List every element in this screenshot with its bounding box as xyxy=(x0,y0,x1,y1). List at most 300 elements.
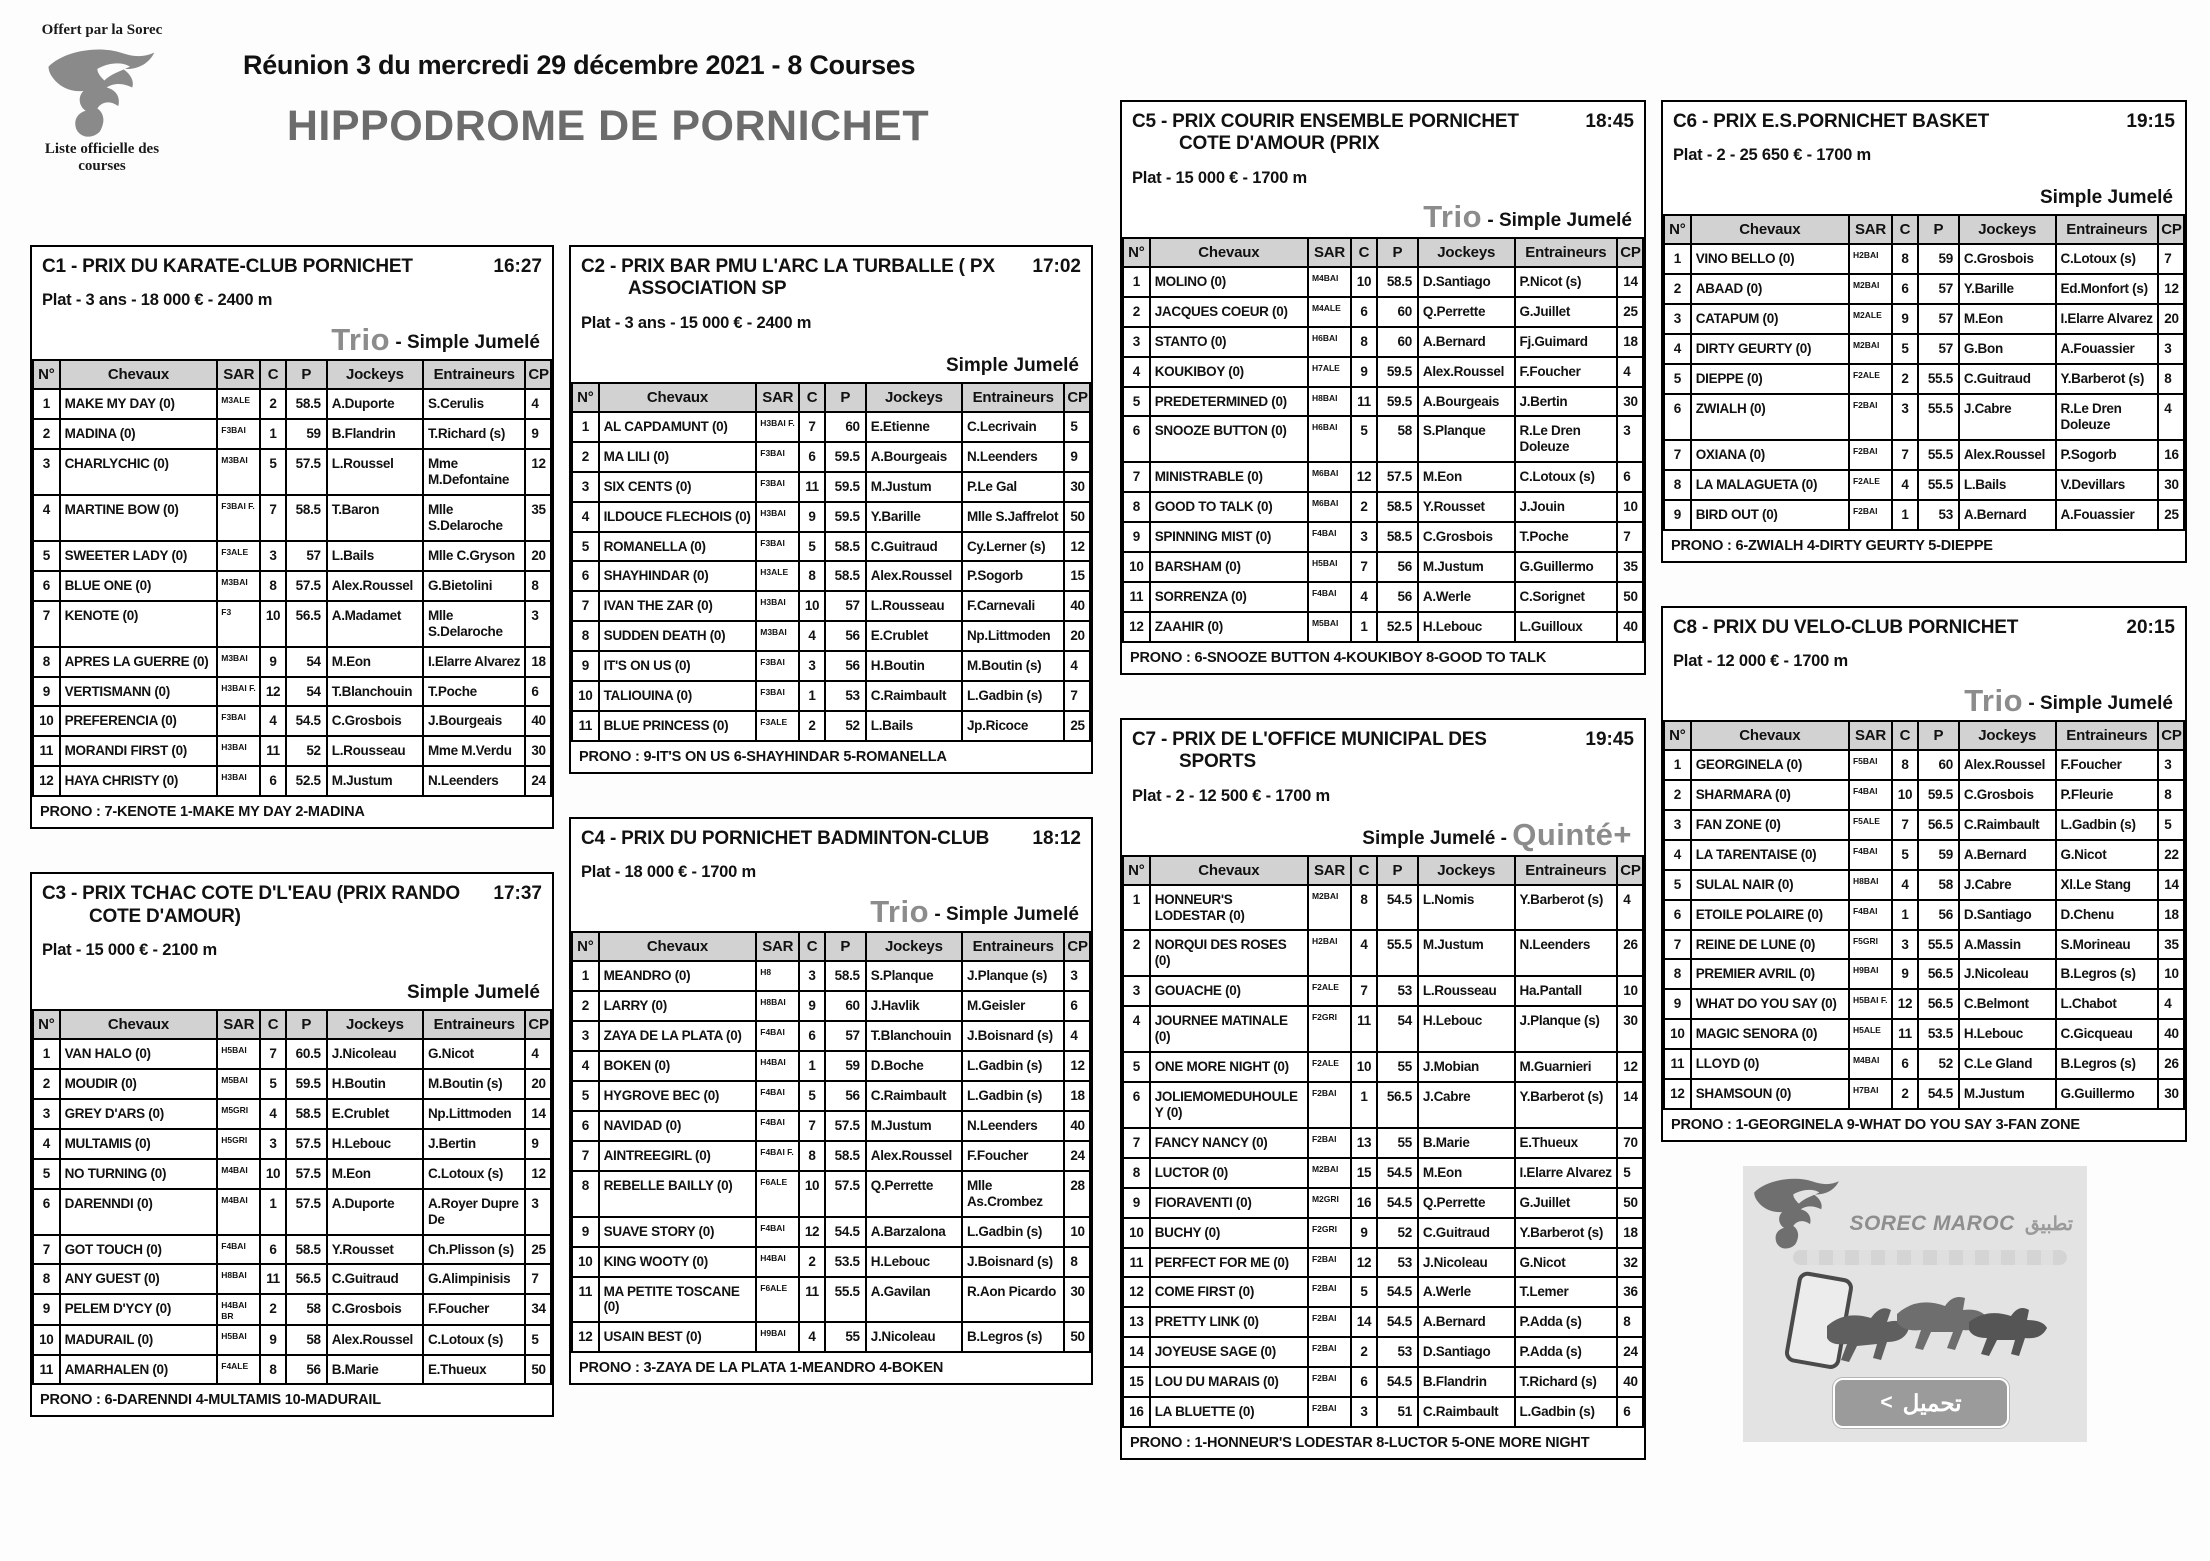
cell-num: 1 xyxy=(1664,244,1691,274)
cell-p: 51 xyxy=(1377,1397,1418,1427)
cell-jockey: H.Boutin xyxy=(866,651,962,681)
cell-sar: F4BAI xyxy=(217,1235,260,1265)
cell-cp: 6 xyxy=(1064,991,1090,1021)
cell-p: 56.5 xyxy=(1377,1082,1418,1128)
bet-label: Trio xyxy=(1423,199,1483,235)
column-header-sar: SAR xyxy=(1308,856,1351,885)
cell-p: 54.5 xyxy=(286,706,327,736)
runner-row xyxy=(572,561,1090,591)
cell-c: 3 xyxy=(1892,394,1918,440)
runner-row xyxy=(1123,612,1643,642)
cell-num: 6 xyxy=(33,1189,60,1235)
cell-c: 10 xyxy=(1351,1052,1377,1082)
cell-sar: F4BAI xyxy=(1849,840,1892,870)
column-header-c: C xyxy=(1351,856,1377,885)
cell-cp: 8 xyxy=(1617,1307,1643,1337)
cell-cp: 7 xyxy=(2158,244,2184,274)
cell-horse: LUCTOR (0) xyxy=(1150,1158,1308,1188)
column-header-c: C xyxy=(799,383,825,412)
cell-num: 2 xyxy=(1123,297,1150,327)
cell-cp: 22 xyxy=(2158,840,2184,870)
runner-row xyxy=(1664,900,2184,930)
cell-c: 10 xyxy=(799,591,825,621)
runner-row xyxy=(1664,840,2184,870)
cell-p: 59.5 xyxy=(825,472,866,502)
cell-p: 59 xyxy=(825,1051,866,1081)
cell-c: 11 xyxy=(1351,387,1377,417)
cell-c: 4 xyxy=(260,1099,286,1129)
bet-separator: - xyxy=(1495,827,1513,849)
runner-row xyxy=(33,449,551,495)
column-header-num: N° xyxy=(572,383,599,412)
cell-horse: BOKEN (0) xyxy=(599,1051,757,1081)
cell-num: 9 xyxy=(1123,522,1150,552)
race-time: 18:12 xyxy=(1032,827,1081,849)
cell-num: 9 xyxy=(572,651,599,681)
cell-num: 6 xyxy=(1123,416,1150,462)
cell-num: 1 xyxy=(33,1039,60,1069)
cell-jockey: J.Cabre xyxy=(1959,870,2056,900)
cell-sar: H3BAI F. xyxy=(217,677,260,707)
cell-c: 1 xyxy=(799,1051,825,1081)
cell-num: 6 xyxy=(572,1111,599,1141)
cell-c: 12 xyxy=(260,677,286,707)
cell-sar: H4BAI BR xyxy=(217,1294,260,1324)
cell-p: 54.5 xyxy=(1377,885,1418,931)
cell-c: 5 xyxy=(260,1069,286,1099)
cell-jockey: J.Nicoleau xyxy=(327,1039,423,1069)
cell-c: 9 xyxy=(260,1325,286,1355)
cell-p: 52.5 xyxy=(286,766,327,796)
column-header-jockey: Jockeys xyxy=(327,1010,423,1039)
cell-horse: MINISTRABLE (0) xyxy=(1150,462,1308,492)
cell-num: 10 xyxy=(33,706,60,736)
cell-cp: 25 xyxy=(525,1235,551,1265)
column-header-num: N° xyxy=(572,932,599,961)
bet-label: Simple Jumelé xyxy=(406,332,540,354)
race-conditions: Plat - 12 000 € - 1700 m xyxy=(1673,652,1848,671)
runners-table xyxy=(1122,237,1644,643)
runner-row xyxy=(1123,930,1643,976)
cell-horse: NO TURNING (0) xyxy=(60,1159,218,1189)
cell-cp: 28 xyxy=(1064,1171,1090,1217)
column-header-horse: Chevaux xyxy=(60,1010,218,1039)
cell-cp: 8 xyxy=(1064,1247,1090,1277)
cell-num: 5 xyxy=(1123,1052,1150,1082)
column-header-horse: Chevaux xyxy=(1150,238,1308,267)
cell-p: 59.5 xyxy=(1377,357,1418,387)
runner-row xyxy=(1123,1277,1643,1307)
cell-sar: F3 xyxy=(217,601,260,647)
cell-jockey: Y.Barille xyxy=(1959,274,2056,304)
cell-trainer: C.Lotoux (s) xyxy=(423,1325,525,1355)
cell-jockey: C.Raimbault xyxy=(866,1081,962,1111)
cell-num: 3 xyxy=(1664,810,1691,840)
cell-trainer: N.Leenders xyxy=(962,442,1064,472)
cell-cp: 9 xyxy=(525,1129,551,1159)
column-header-cp: CP xyxy=(525,1010,551,1039)
cell-jockey: T.Blanchouin xyxy=(327,677,423,707)
cell-cp: 12 xyxy=(1064,1051,1090,1081)
column-header-sar: SAR xyxy=(756,383,799,412)
runner-row xyxy=(33,1294,551,1324)
cell-c: 8 xyxy=(1892,244,1918,274)
cell-c: 7 xyxy=(1892,440,1918,470)
cell-c: 3 xyxy=(1351,1397,1377,1427)
cell-p: 54.5 xyxy=(1377,1367,1418,1397)
cell-jockey: A.Barzalona xyxy=(866,1217,962,1247)
cell-num: 8 xyxy=(33,647,60,677)
column-header-horse: Chevaux xyxy=(1691,215,1849,244)
race-time: 16:27 xyxy=(493,256,542,277)
race-bet-types xyxy=(1663,165,2185,214)
table-header-row xyxy=(1664,721,2184,750)
cell-jockey: C.Raimbault xyxy=(1418,1397,1515,1427)
cell-sar: M3ALE xyxy=(217,389,260,419)
cell-cp: 50 xyxy=(1617,1188,1643,1218)
cell-c: 5 xyxy=(799,1081,825,1111)
runner-row xyxy=(572,412,1090,442)
cell-jockey: T.Blanchouin xyxy=(866,1021,962,1051)
runner-row xyxy=(572,711,1090,741)
cell-c: 4 xyxy=(1351,582,1377,612)
cell-trainer: F.Carnevali xyxy=(962,591,1064,621)
cell-cp: 5 xyxy=(2158,810,2184,840)
column-1 xyxy=(30,245,554,1417)
cell-cp: 4 xyxy=(1064,651,1090,681)
cell-sar: M2BAI xyxy=(1308,1158,1351,1188)
cell-horse: SHAMSOUN (0) xyxy=(1691,1079,1849,1109)
cell-trainer: Y.Barberot (s) xyxy=(1515,1218,1618,1248)
runner-row xyxy=(572,1081,1090,1111)
column-header-jockey: Jockeys xyxy=(1418,856,1515,885)
cell-num: 11 xyxy=(572,711,599,741)
cell-jockey: A.Duporte xyxy=(327,389,423,419)
runner-row xyxy=(1123,1128,1643,1158)
runner-row xyxy=(1664,394,2184,440)
cell-horse: LA TARENTAISE (0) xyxy=(1691,840,1849,870)
cell-horse: OXIANA (0) xyxy=(1691,440,1849,470)
cell-jockey: M.Eon xyxy=(1418,462,1515,492)
cell-trainer: Xl.Le Stang xyxy=(2056,870,2159,900)
cell-p: 53 xyxy=(1377,1337,1418,1367)
runner-row xyxy=(1123,1082,1643,1128)
cell-num: 3 xyxy=(1664,304,1691,334)
race-title: C4 - PRIX DU PORNICHET BADMINTON-CLUB xyxy=(581,827,990,849)
cell-sar: F4BAI xyxy=(756,1217,799,1247)
runner-row xyxy=(1123,357,1643,387)
cell-sar: M2BAI xyxy=(1849,274,1892,304)
cell-trainer: Y.Barberot (s) xyxy=(1515,1082,1618,1128)
cell-p: 58.5 xyxy=(825,1141,866,1171)
cell-jockey: A.Bernard xyxy=(1418,327,1515,357)
cell-jockey: B.Flandrin xyxy=(1418,1367,1515,1397)
cell-p: 58 xyxy=(286,1294,327,1324)
cell-num: 3 xyxy=(572,1021,599,1051)
cell-num: 9 xyxy=(1664,500,1691,530)
cell-trainer: G.Guillermo xyxy=(2056,1079,2159,1109)
cell-num: 4 xyxy=(1123,357,1150,387)
cell-sar: H3BAI xyxy=(217,766,260,796)
cell-c: 11 xyxy=(799,472,825,502)
cell-horse: LOU DU MARAIS (0) xyxy=(1150,1367,1308,1397)
cell-c: 9 xyxy=(799,991,825,1021)
cell-c: 5 xyxy=(1351,416,1377,462)
cell-p: 53 xyxy=(825,681,866,711)
cell-num: 6 xyxy=(33,571,60,601)
ad-top-row xyxy=(1743,1212,2073,1236)
cell-cp: 26 xyxy=(1617,930,1643,976)
cell-c: 8 xyxy=(1892,750,1918,780)
cell-sar: M5GRI xyxy=(217,1099,260,1129)
cell-c: 3 xyxy=(1892,930,1918,960)
cell-p: 59 xyxy=(286,419,327,449)
cell-num: 11 xyxy=(33,736,60,766)
cell-p: 59 xyxy=(1918,840,1959,870)
column-header-cp: CP xyxy=(525,360,551,389)
cell-num: 3 xyxy=(33,1099,60,1129)
cell-cp: 40 xyxy=(2158,1019,2184,1049)
cell-p: 54.5 xyxy=(1918,1079,1959,1109)
cell-cp: 18 xyxy=(2158,900,2184,930)
cell-cp: 35 xyxy=(1617,552,1643,582)
cell-p: 58 xyxy=(286,1325,327,1355)
cell-sar: F4BAI xyxy=(1308,582,1351,612)
cell-trainer: P.Sogorb xyxy=(2056,440,2159,470)
cell-trainer: J.Planque (s) xyxy=(1515,1006,1618,1052)
cell-cp: 7 xyxy=(1064,681,1090,711)
cell-trainer: T.Lemer xyxy=(1515,1277,1618,1307)
cell-horse: GOOD TO TALK (0) xyxy=(1150,492,1308,522)
cell-p: 53 xyxy=(1918,500,1959,530)
prono-line: PRONO : 9-IT'S ON US 6-SHAYHINDAR 5-ROMANELLA xyxy=(579,748,947,765)
cell-horse: GREY D'ARS (0) xyxy=(60,1099,218,1129)
cell-jockey: L.Roussel xyxy=(327,449,423,495)
cell-c: 10 xyxy=(1351,267,1377,297)
cell-trainer: I.Elarre Alvarez xyxy=(1515,1158,1618,1188)
column-header-num: N° xyxy=(1664,721,1691,750)
cell-trainer: L.Gadbin (s) xyxy=(962,1051,1064,1081)
cell-num: 13 xyxy=(1123,1307,1150,1337)
cell-horse: NAVIDAD (0) xyxy=(599,1111,757,1141)
cell-cp: 30 xyxy=(2158,1079,2184,1109)
cell-sar: F3BAI xyxy=(756,681,799,711)
cell-horse: HONNEUR'S LODESTAR (0) xyxy=(1150,885,1308,931)
cell-cp: 14 xyxy=(525,1099,551,1129)
cell-jockey: Alex.Roussel xyxy=(327,1325,423,1355)
runners-table xyxy=(32,359,552,797)
cell-sar: F2BAI xyxy=(1308,1277,1351,1307)
cell-jockey: L.Rousseau xyxy=(327,736,423,766)
cell-trainer: Np.Littmoden xyxy=(962,621,1064,651)
cell-p: 57 xyxy=(825,591,866,621)
cell-horse: REBELLE BAILLY (0) xyxy=(599,1171,757,1217)
page-title: Réunion 3 du mercredi 29 décembre 2021 - 8 Courses xyxy=(243,50,916,80)
cell-cp: 70 xyxy=(1617,1128,1643,1158)
cell-cp: 30 xyxy=(1617,1006,1643,1052)
race-bet-types xyxy=(1122,806,1644,855)
race-C6 xyxy=(1661,100,2187,563)
cell-sar: F6ALE xyxy=(756,1171,799,1217)
sorec-app-ad[interactable] xyxy=(1743,1166,2087,1442)
cell-sar: F2ALE xyxy=(1849,470,1892,500)
cell-num: 7 xyxy=(1664,440,1691,470)
cell-trainer: C.Sorignet xyxy=(1515,582,1618,612)
cell-horse: MEANDRO (0) xyxy=(599,961,757,991)
runner-row xyxy=(33,419,551,449)
column-header-cp: CP xyxy=(1617,238,1643,267)
cell-p: 55.5 xyxy=(1918,930,1959,960)
cell-trainer: L.Gadbin (s) xyxy=(962,1217,1064,1247)
cell-cp: 14 xyxy=(1617,267,1643,297)
cell-jockey: Y.Barille xyxy=(866,502,962,532)
runner-row xyxy=(1664,304,2184,334)
cell-cp: 40 xyxy=(1064,591,1090,621)
cell-trainer: A.Royer Dupre De xyxy=(423,1189,525,1235)
cell-horse: MOUDIR (0) xyxy=(60,1069,218,1099)
prono-line: PRONO : 6-DARENNDI 4-MULTAMIS 10-MADURAIL xyxy=(40,1392,381,1409)
cell-c: 5 xyxy=(799,532,825,562)
cell-horse: MORANDI FIRST (0) xyxy=(60,736,218,766)
cell-cp: 4 xyxy=(525,1039,551,1069)
cell-p: 59.5 xyxy=(825,502,866,532)
cell-p: 56.5 xyxy=(1918,989,1959,1019)
cell-p: 54 xyxy=(1377,1006,1418,1052)
cell-num: 6 xyxy=(572,561,599,591)
cell-trainer: G.Alimpinisis xyxy=(423,1264,525,1294)
cell-horse: MA LILI (0) xyxy=(599,442,757,472)
cell-sar: F2BAI xyxy=(1308,1128,1351,1158)
cell-cp: 15 xyxy=(1064,561,1090,591)
column-header-sar: SAR xyxy=(217,360,260,389)
cell-num: 7 xyxy=(572,1141,599,1171)
cell-horse: SUDDEN DEATH (0) xyxy=(599,621,757,651)
cell-p: 52 xyxy=(1377,1218,1418,1248)
cell-num: 8 xyxy=(1123,1158,1150,1188)
cell-horse: TALIOUINA (0) xyxy=(599,681,757,711)
column-header-c: C xyxy=(1351,238,1377,267)
race-bet-types xyxy=(1122,188,1644,237)
cell-sar: F3BAI xyxy=(756,532,799,562)
cell-horse: MA PETITE TOSCANE (0) xyxy=(599,1277,757,1323)
cell-trainer: F.Foucher xyxy=(423,1294,525,1324)
race-header xyxy=(1122,720,1644,774)
cell-jockey: A.Werle xyxy=(1418,582,1515,612)
cell-sar: F3BAI xyxy=(756,472,799,502)
cell-trainer: M.Boutin (s) xyxy=(962,651,1064,681)
runner-row xyxy=(1123,1218,1643,1248)
cell-cp: 4 xyxy=(2158,394,2184,440)
cell-p: 57 xyxy=(1918,274,1959,304)
cell-c: 1 xyxy=(1892,900,1918,930)
cell-num: 10 xyxy=(1123,552,1150,582)
cell-horse: FAN ZONE (0) xyxy=(1691,810,1849,840)
cell-c: 1 xyxy=(260,419,286,449)
race-header xyxy=(571,819,1091,850)
race-conditions: Plat - 15 000 € - 1700 m xyxy=(1132,168,1307,187)
cell-horse: GOT TOUCH (0) xyxy=(60,1235,218,1265)
cell-jockey: C.Grosbois xyxy=(1418,522,1515,552)
cell-jockey: J.Cabre xyxy=(1418,1082,1515,1128)
cell-p: 57.5 xyxy=(286,1189,327,1235)
cell-jockey: J.Nicoleau xyxy=(1418,1248,1515,1278)
cell-trainer: Ch.Plisson (s) xyxy=(423,1235,525,1265)
cell-num: 1 xyxy=(1123,885,1150,931)
cell-jockey: H.Boutin xyxy=(327,1069,423,1099)
runner-row xyxy=(1664,364,2184,394)
column-header-horse: Chevaux xyxy=(1691,721,1849,750)
bet-label: Simple Jumelé xyxy=(1362,827,1496,849)
runner-row xyxy=(1664,1019,2184,1049)
cell-trainer: Y.Barberot (s) xyxy=(1515,885,1618,931)
cell-cp: 35 xyxy=(525,495,551,541)
runner-row xyxy=(572,472,1090,502)
ad-arabic-app-label: تطبيق xyxy=(2024,1214,2073,1236)
cell-c: 8 xyxy=(799,1141,825,1171)
cell-sar: F2BAI xyxy=(1308,1367,1351,1397)
cell-num: 7 xyxy=(1123,462,1150,492)
cell-p: 56 xyxy=(825,1081,866,1111)
cell-sar: F2BAI xyxy=(1308,1248,1351,1278)
cell-horse: WHAT DO YOU SAY (0) xyxy=(1691,989,1849,1019)
runner-row xyxy=(33,1325,551,1355)
cell-jockey: A.Bernard xyxy=(1418,1307,1515,1337)
cell-cp: 25 xyxy=(1617,297,1643,327)
cell-horse: VERTISMANN (0) xyxy=(60,677,218,707)
cell-cp: 30 xyxy=(525,736,551,766)
runner-row xyxy=(572,651,1090,681)
cell-trainer: N.Leenders xyxy=(1515,930,1618,976)
cell-trainer: J.Boisnard (s) xyxy=(962,1247,1064,1277)
cell-jockey: M.Justum xyxy=(1959,1079,2056,1109)
cell-horse: MARTINE BOW (0) xyxy=(60,495,218,541)
cell-jockey: H.Lebouc xyxy=(1418,612,1515,642)
cell-p: 60 xyxy=(1377,297,1418,327)
cell-trainer: L.Gadbin (s) xyxy=(962,1081,1064,1111)
cell-sar: F3BAI xyxy=(756,651,799,681)
cell-c: 8 xyxy=(260,571,286,601)
cell-horse: KING WOOTY (0) xyxy=(599,1247,757,1277)
cell-c: 4 xyxy=(799,621,825,651)
column-header-trainer: Entraineurs xyxy=(2056,215,2159,244)
cell-num: 8 xyxy=(1664,959,1691,989)
race-C4 xyxy=(569,817,1093,1385)
cell-trainer: B.Legros (s) xyxy=(2056,959,2159,989)
cell-trainer: Mlle S.Delaroche xyxy=(423,495,525,541)
column-header-jockey: Jockeys xyxy=(1959,215,2056,244)
cell-horse: KENOTE (0) xyxy=(60,601,218,647)
cell-trainer: J.Boisnard (s) xyxy=(962,1021,1064,1051)
cell-jockey: L.Rousseau xyxy=(866,591,962,621)
cell-jockey: J.Nicoleau xyxy=(1959,959,2056,989)
race-conditions: Plat - 15 000 € - 2100 m xyxy=(42,941,217,960)
cell-trainer: B.Legros (s) xyxy=(2056,1049,2159,1079)
cell-horse: BIRD OUT (0) xyxy=(1691,500,1849,530)
runner-row xyxy=(572,1322,1090,1352)
race-time: 20:15 xyxy=(2126,616,2175,638)
runners-table xyxy=(1122,855,1644,1428)
cell-horse: KOUKIBOY (0) xyxy=(1150,357,1308,387)
cell-cp: 14 xyxy=(2158,870,2184,900)
cell-num: 5 xyxy=(1123,387,1150,417)
cell-sar: H8BAI xyxy=(1308,387,1351,417)
cell-jockey: D.Santiago xyxy=(1418,1337,1515,1367)
runner-row xyxy=(1123,492,1643,522)
cell-p: 59 xyxy=(1918,244,1959,274)
cell-cp: 30 xyxy=(1617,387,1643,417)
download-button[interactable] xyxy=(1833,1378,2009,1428)
cell-horse: BUCHY (0) xyxy=(1150,1218,1308,1248)
